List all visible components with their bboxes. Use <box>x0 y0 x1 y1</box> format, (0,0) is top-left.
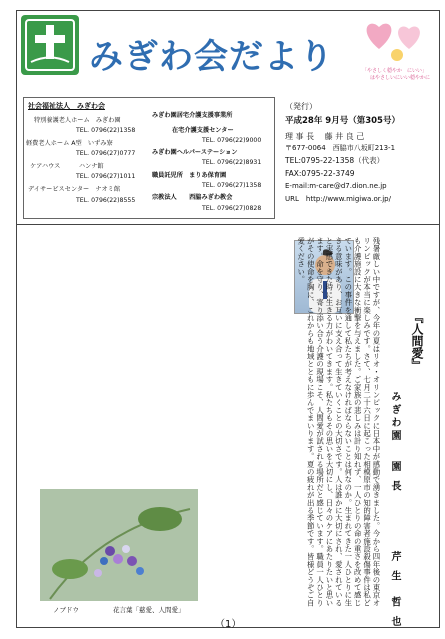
facility-name: ケアハウス ハンナ館 <box>30 163 104 170</box>
fax: FAX:0795-22-3749 <box>285 169 355 178</box>
facility-tel: TEL. 0796(22)8931 <box>202 159 262 166</box>
deco-caption: 「やさしく穏やか にいい」 <box>362 68 428 74</box>
deco-caption: はやさしいにいい穏やかに <box>370 75 431 81</box>
facility-tel: TEL. 0796(27)1011 <box>76 173 136 180</box>
issue-number: 平成28年 9月号（第305号） <box>285 116 400 126</box>
cross-logo <box>21 15 79 75</box>
article-body: 残暑厳しい中ですが、今年の夏はリオ・オリンピックに日本中が感動で湧きました。今から四年後の東京オリンピックが本当に楽しみです。さて、七月二十六日に起こった相模原市の知的障害者施設殺傷事件は私ども介護施設に大きな衝撃を与えました。ご家族の悲しみは計り知れず、一人ひとりの命の重さを改めて感じています。この事件を通して私たちが考えなければならないことは何なのか。生まれてきた一人ひとりに生きる意味があり、お互いに支え合って生きていくことの大切さです。人は誰かに大切にされ、愛されていると実感できた時に生きる力がわいてきます。私たちもその思いを大切にし、日々のケアにあたりたいと思います。命を守り、寄り添い合う介護の現場こそ、人間愛が試される場所だと感じています。職員一人ひとりがその使命を胸に、これからも地域とともに歩んでまいります。夏の疲れが出る季節です。皆様どうぞご自愛ください。 <box>296 237 381 607</box>
heart-hands-icon <box>359 17 433 67</box>
newsletter-title: みぎわ会だより <box>89 37 334 77</box>
chairman: 理 事 長 藤 井 良 己 <box>285 132 365 141</box>
corp-label: 社会福祉法人 みぎわ会 <box>28 102 105 110</box>
wild-grape-photo <box>40 489 198 601</box>
facilities-box <box>23 97 275 219</box>
facility-tel: TEL. 0796(22)8555 <box>76 197 136 204</box>
photo-caption-meaning: 花言葉「慈愛、人間愛」 <box>113 606 185 614</box>
telephone: TEL:0795-22-1358（代表） <box>285 156 385 165</box>
berries-illustration <box>40 489 198 601</box>
facility-name: みぎわ園居宅介護支援事業所 <box>152 112 233 119</box>
author-name: 芹 生 哲 也 <box>389 551 400 629</box>
facility-name: 宗教法人 西脇みぎわ教会 <box>152 194 233 201</box>
facility-tel: TEL. 0796(22)9000 <box>202 137 262 144</box>
facility-name: デイサービスセンター ナオミ館 <box>28 186 121 193</box>
facility-name: 在宅介護支援センター <box>172 127 234 134</box>
facility-name: 軽費老人ホーム A型 いずみ寮 <box>26 140 113 147</box>
photo-caption-name: ノブドウ <box>53 606 79 614</box>
author-role: 園 長 <box>389 461 400 494</box>
page-number: （1） <box>215 619 242 630</box>
facility-name: みぎわ園ヘルパーステーション <box>152 149 238 156</box>
author-organization: みぎわ園 <box>389 391 400 443</box>
facility-name: 特別養護老人ホーム みぎわ園 <box>34 117 121 124</box>
article-title: 『人間愛』 <box>410 311 424 371</box>
divider <box>17 224 439 225</box>
address: 〒677-0064 西脇市八坂町213-1 <box>285 144 396 152</box>
website-link[interactable]: URL http://www.migiwa.or.jp/ <box>285 195 391 203</box>
facility-tel: TEL. 0796(27)0828 <box>202 205 262 212</box>
facility-tel: TEL. 0796(22)1358 <box>76 127 136 134</box>
facility-name: 職員託児所 まりあ保育園 <box>152 172 227 179</box>
facility-tel: TEL. 0796(27)0777 <box>76 150 136 157</box>
publisher-label: （発行） <box>285 102 317 111</box>
cross-icon <box>21 15 79 75</box>
newsletter-page <box>16 10 440 628</box>
email-link[interactable]: E-mail:m-care@d7.dion.ne.jp <box>285 182 387 190</box>
facility-tel: TEL. 0796(27)1358 <box>202 182 262 189</box>
decorative-illustration <box>359 17 433 81</box>
